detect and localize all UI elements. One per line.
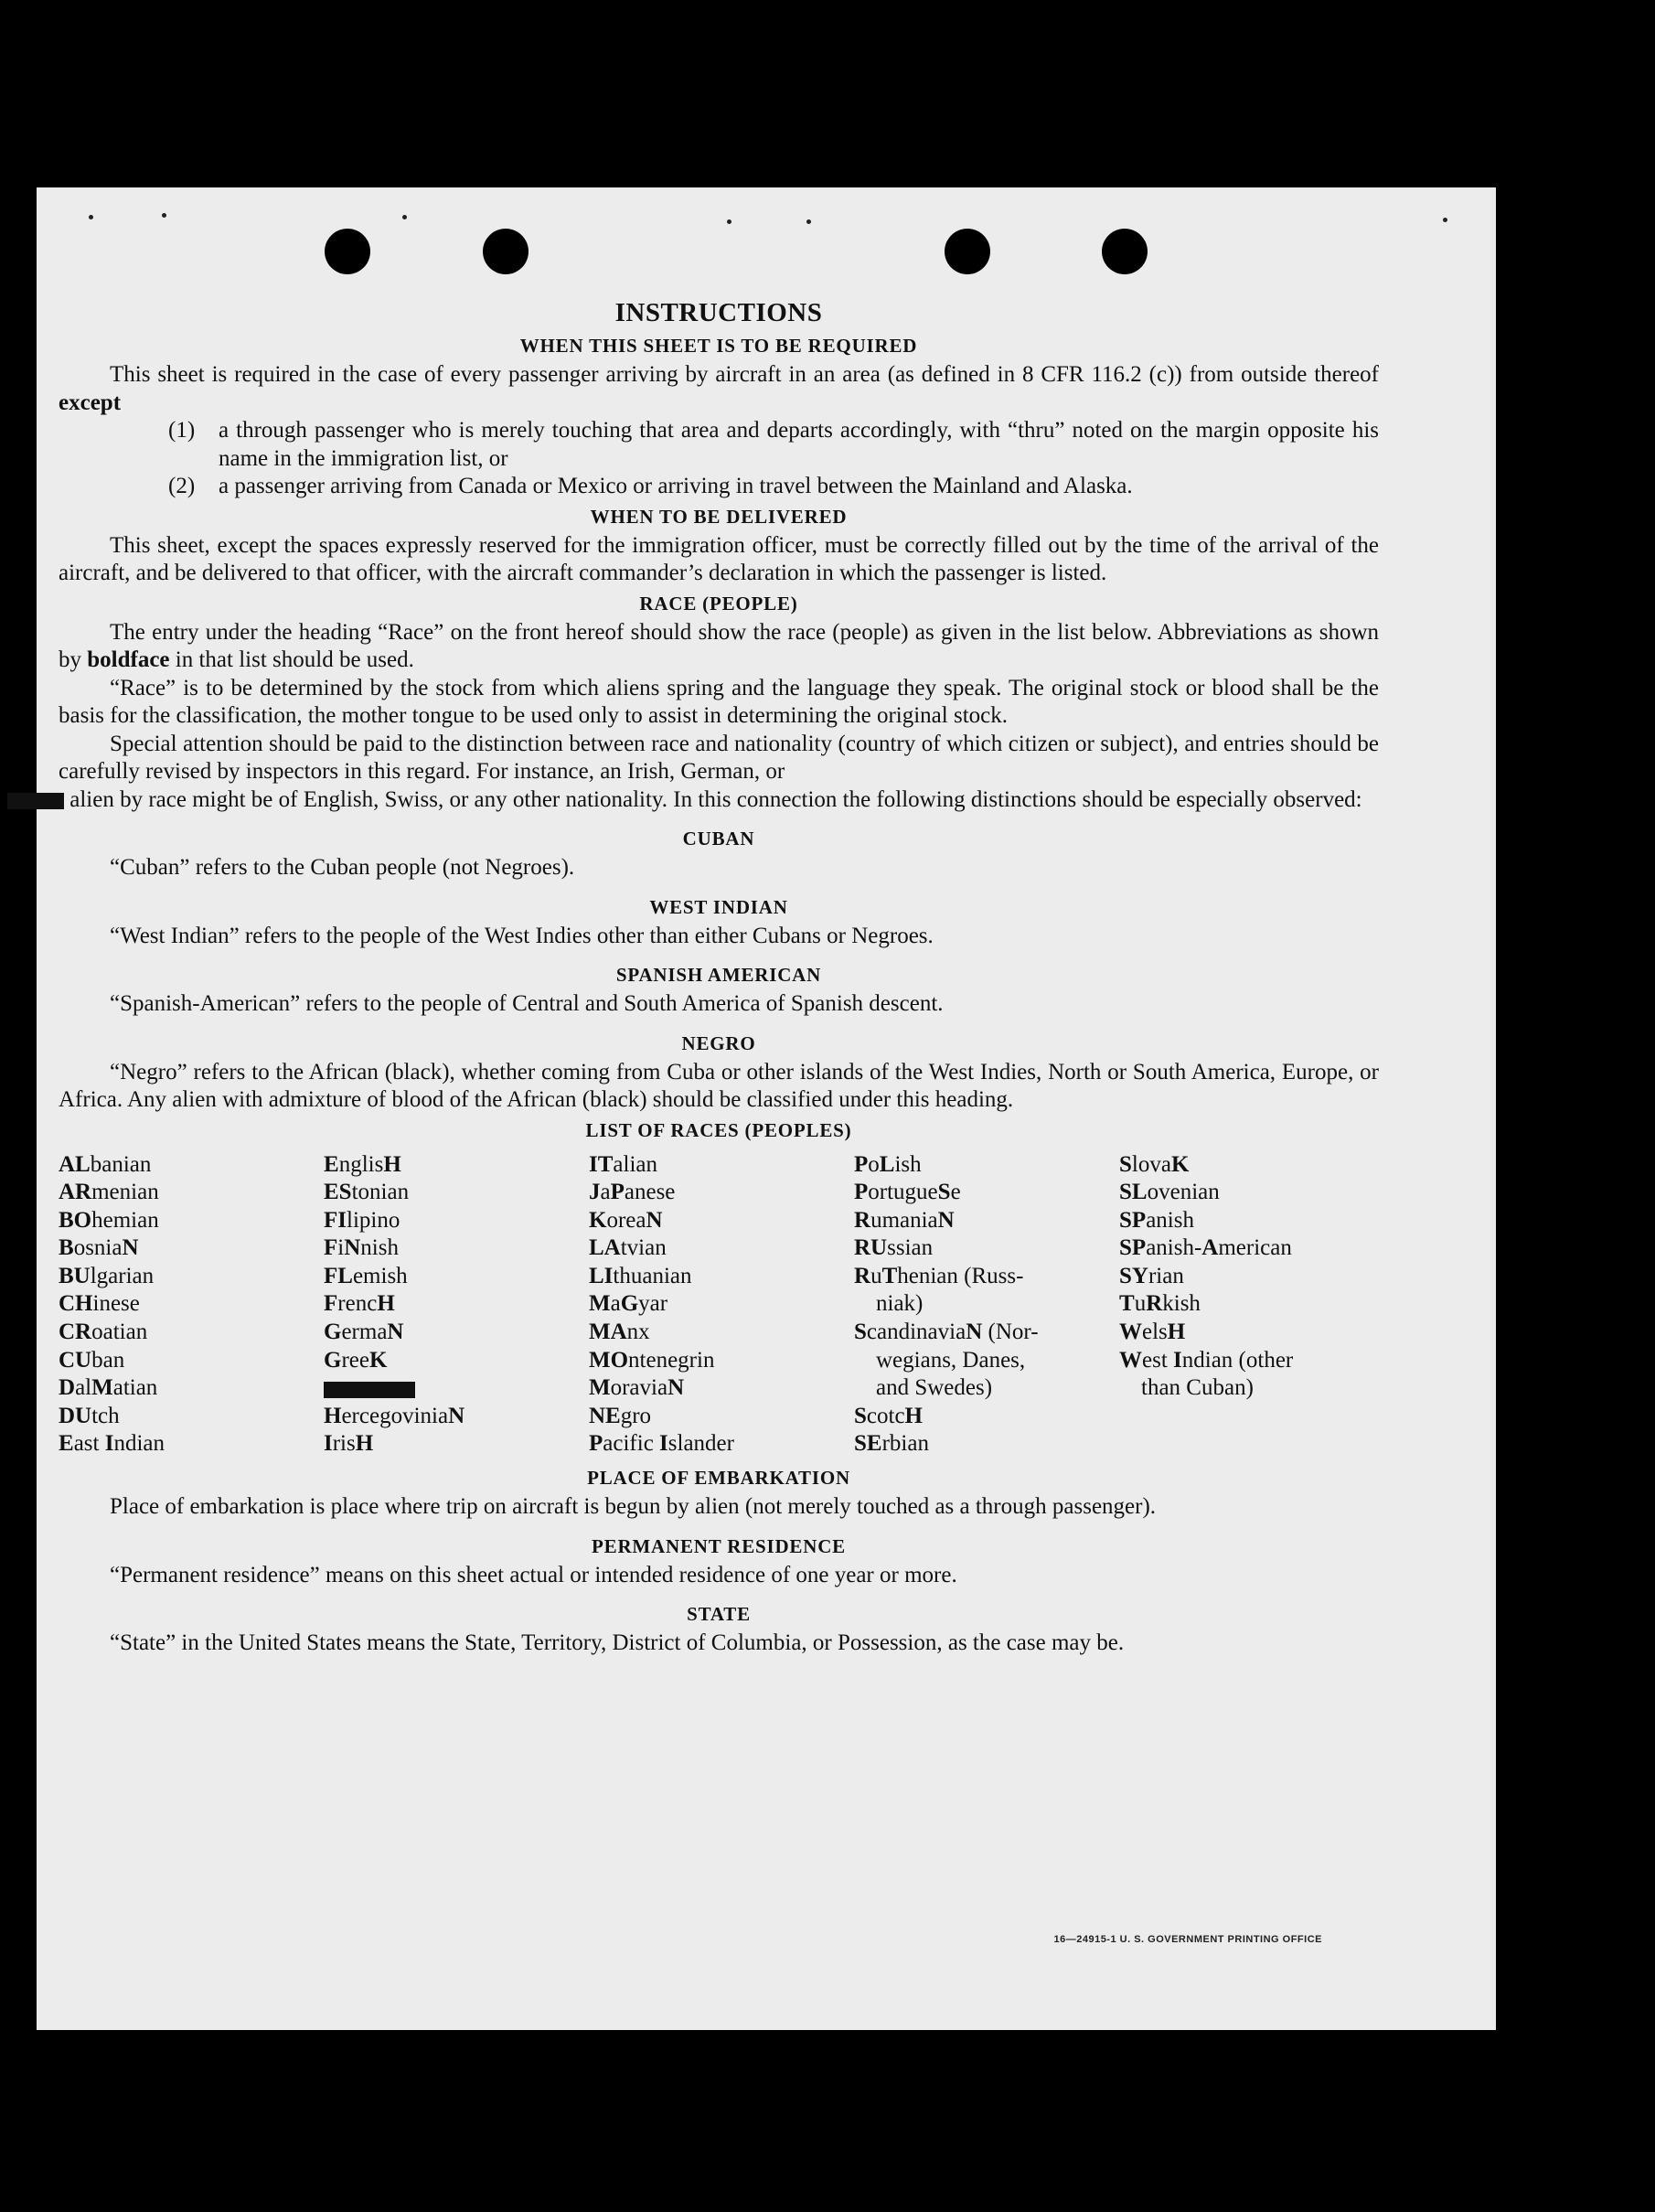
race-entry: LIthuanian — [589, 1263, 692, 1288]
race-entry: GreeK — [324, 1347, 388, 1373]
race-entry — [324, 1374, 589, 1403]
race-entry: CUban — [59, 1347, 125, 1373]
race-column-1 — [59, 1151, 324, 1459]
race-entry: FrencH — [324, 1291, 395, 1317]
race-entry: JaPanese — [589, 1180, 676, 1205]
race-entry: MOntenegrin — [589, 1347, 715, 1373]
heading-embarkation: PLACE OF EMBARKATION — [587, 1467, 850, 1490]
race-entry: BUlgarian — [59, 1263, 155, 1288]
race-entry: East Indian — [59, 1431, 165, 1457]
race-entry: WelsH — [1119, 1320, 1186, 1345]
heading-state: STATE — [687, 1603, 751, 1626]
heading-race: RACE (PEOPLE) — [639, 592, 798, 614]
race-paragraph-2: “Race” is to be determined by the stock from which aliens spring and the language they speak. The original stock or blood shall be the basis for the classification, the mother tongue to be used only to assist in determining the original stock. — [59, 675, 1379, 728]
race-entry: SlovaK — [1119, 1151, 1190, 1177]
race-entry: West Indian (other — [1119, 1347, 1294, 1373]
race-entry: DalMatian — [59, 1375, 158, 1401]
race-entry: KoreaN — [589, 1207, 663, 1233]
race-entry: LAtvian — [589, 1235, 667, 1261]
spanish-american-text: “Spanish-American” refers to the people of Central and South America of Spanish descent. — [110, 991, 944, 1016]
punch-hole-icon — [325, 229, 370, 274]
race-paragraph-1: The entry under the heading “Race” on the front hereof should show the race (people) as given in the list below. Abbreviations as shown by boldface in that list should be used. — [59, 619, 1379, 672]
race-entry: CRoatian — [59, 1320, 148, 1345]
race-column-3 — [589, 1151, 854, 1459]
race-entry: DUtch — [59, 1403, 120, 1428]
heading-spanish-american: SPANISH AMERICAN — [615, 964, 822, 986]
race-entry: MoraviaN — [589, 1375, 685, 1401]
race-entry: RuThenian (Russ- — [854, 1263, 1024, 1288]
required-intro: This sheet is required in the case of every passenger arriving by aircraft in an area (as defined in 8 CFR 116.2 (c)) from outside thereof except — [59, 362, 1379, 415]
race-entry: MAnx — [589, 1320, 650, 1345]
cuban-text: “Cuban” refers to the Cuban people (not Negroes). — [110, 855, 575, 880]
race-entry: SPanish — [1119, 1207, 1194, 1233]
race-entry: SErbian — [854, 1431, 929, 1457]
race-entry: HercegoviniaN — [324, 1403, 465, 1428]
heading-permanent-residence: PERMANENT RESIDENCE — [592, 1534, 846, 1557]
race-entry: EStonian — [324, 1180, 410, 1205]
delivered-text: This sheet, except the spaces expressly reserved for the immigration officer, must be correctly filled out by the time of the arrival of the aircraft, and be delivered to that officer, with the aircraft commander’s declaration in which the passenger is listed. — [59, 532, 1379, 585]
race-entry: NEgro — [589, 1403, 652, 1428]
race-entry: and Swedes) — [876, 1375, 993, 1401]
heading-negro: NEGRO — [681, 1031, 756, 1054]
dust-speck-icon — [1443, 218, 1447, 222]
punch-hole-icon — [483, 229, 529, 274]
race-entry: SYrian — [1119, 1263, 1184, 1288]
race-entry: CHinese — [59, 1291, 140, 1317]
dust-speck-icon — [162, 213, 166, 218]
heading-west-indian: WEST INDIAN — [649, 895, 788, 918]
heading-when-delivered: WHEN TO BE DELIVERED — [590, 505, 848, 528]
document-title: INSTRUCTIONS — [614, 298, 823, 327]
race-entry: Pacific Islander — [589, 1431, 734, 1457]
race-entry: SLovenian — [1119, 1180, 1220, 1205]
race-entry: ARmenian — [59, 1180, 159, 1205]
race-entry: BosniaN — [59, 1235, 139, 1261]
race-entry: RumaniaN — [854, 1207, 955, 1233]
race-entry: MaGyar — [589, 1291, 668, 1317]
race-entry: GermaN — [324, 1320, 404, 1345]
redaction-mark — [7, 793, 64, 809]
redaction-mark — [324, 1382, 415, 1398]
state-text: “State” in the United States means the State, Territory, District of Columbia, or Possession, as the case may be. — [110, 1630, 1125, 1656]
race-column-4 — [854, 1151, 1119, 1459]
race-paragraph-3: Special attention should be paid to the distinction between race and nationality (country of which citizen or subject), and entries should be carefully revised by inspectors in this regard. For instance, an Irish, German, or alien by race might be of English, Swiss, or any other nationality. In this connection the following distinctions should be especially observed: — [59, 731, 1379, 815]
document-sheet — [37, 187, 1496, 2030]
punch-hole-icon — [945, 229, 990, 274]
required-item-2: (2) a passenger arriving from Canada or Mexico or arriving in travel between the Mainland and Alaska. — [168, 474, 1133, 498]
heading-list-of-races: LIST OF RACES (PEOPLES) — [585, 1118, 852, 1141]
race-entry: FiNnish — [324, 1235, 399, 1261]
race-entry: FIlipino — [324, 1207, 400, 1233]
race-entry: ITalian — [589, 1151, 657, 1177]
race-entry: FLemish — [324, 1263, 408, 1288]
instructions-content — [59, 297, 1379, 1658]
race-entry: niak) — [876, 1291, 924, 1317]
race-entry: TuRkish — [1119, 1291, 1201, 1317]
dust-speck-icon — [89, 215, 93, 219]
race-entry: RUssian — [854, 1235, 934, 1261]
west-indian-text: “West Indian” refers to the people of the West Indies other than either Cubans or Negroes. — [110, 923, 934, 948]
embarkation-text: Place of embarkation is place where trip on aircraft is begun by alien (not merely touched as a through passenger). — [110, 1494, 1157, 1520]
dust-speck-icon — [806, 219, 811, 224]
race-entry: EnglisH — [324, 1151, 401, 1177]
race-entry: ScandinaviaN (Nor- — [854, 1320, 1039, 1345]
dust-speck-icon — [727, 219, 731, 224]
race-entry: PoLish — [854, 1151, 922, 1177]
race-column-5 — [1119, 1151, 1384, 1459]
race-entry: than Cuban) — [1141, 1375, 1254, 1401]
heading-when-required: WHEN THIS SHEET IS TO BE REQUIRED — [519, 335, 918, 357]
race-list — [59, 1151, 1379, 1459]
race-entry: PortugueSe — [854, 1180, 961, 1205]
race-entry: IrisH — [324, 1431, 374, 1457]
residence-text: “Permanent residence” means on this sheet actual or intended residence of one year or more. — [110, 1562, 957, 1587]
punch-hole-icon — [1102, 229, 1148, 274]
required-item-1: (1) a through passenger who is merely touching that area and departs accordingly, with “thru” noted on the margin opposite his name in the immigration list, or — [168, 418, 1379, 471]
negro-text: “Negro” refers to the African (black), whether coming from Cuba or other islands of the West Indies, North or South America, Europe, or Africa. Any alien with admixture of blood of the African (black) should be classified under this heading. — [59, 1059, 1379, 1112]
print-code: 16—24915-1 U. S. GOVERNMENT PRINTING OFFICE — [1053, 1934, 1322, 1945]
race-entry: SPanish-American — [1119, 1235, 1292, 1261]
race-entry: wegians, Danes, — [876, 1347, 1026, 1373]
dust-speck-icon — [402, 215, 407, 219]
race-entry: ALbanian — [59, 1151, 152, 1177]
race-entry: BOhemian — [59, 1207, 159, 1233]
heading-cuban: CUBAN — [682, 828, 755, 850]
race-entry: ScotcH — [854, 1403, 923, 1428]
race-column-2 — [324, 1151, 589, 1459]
